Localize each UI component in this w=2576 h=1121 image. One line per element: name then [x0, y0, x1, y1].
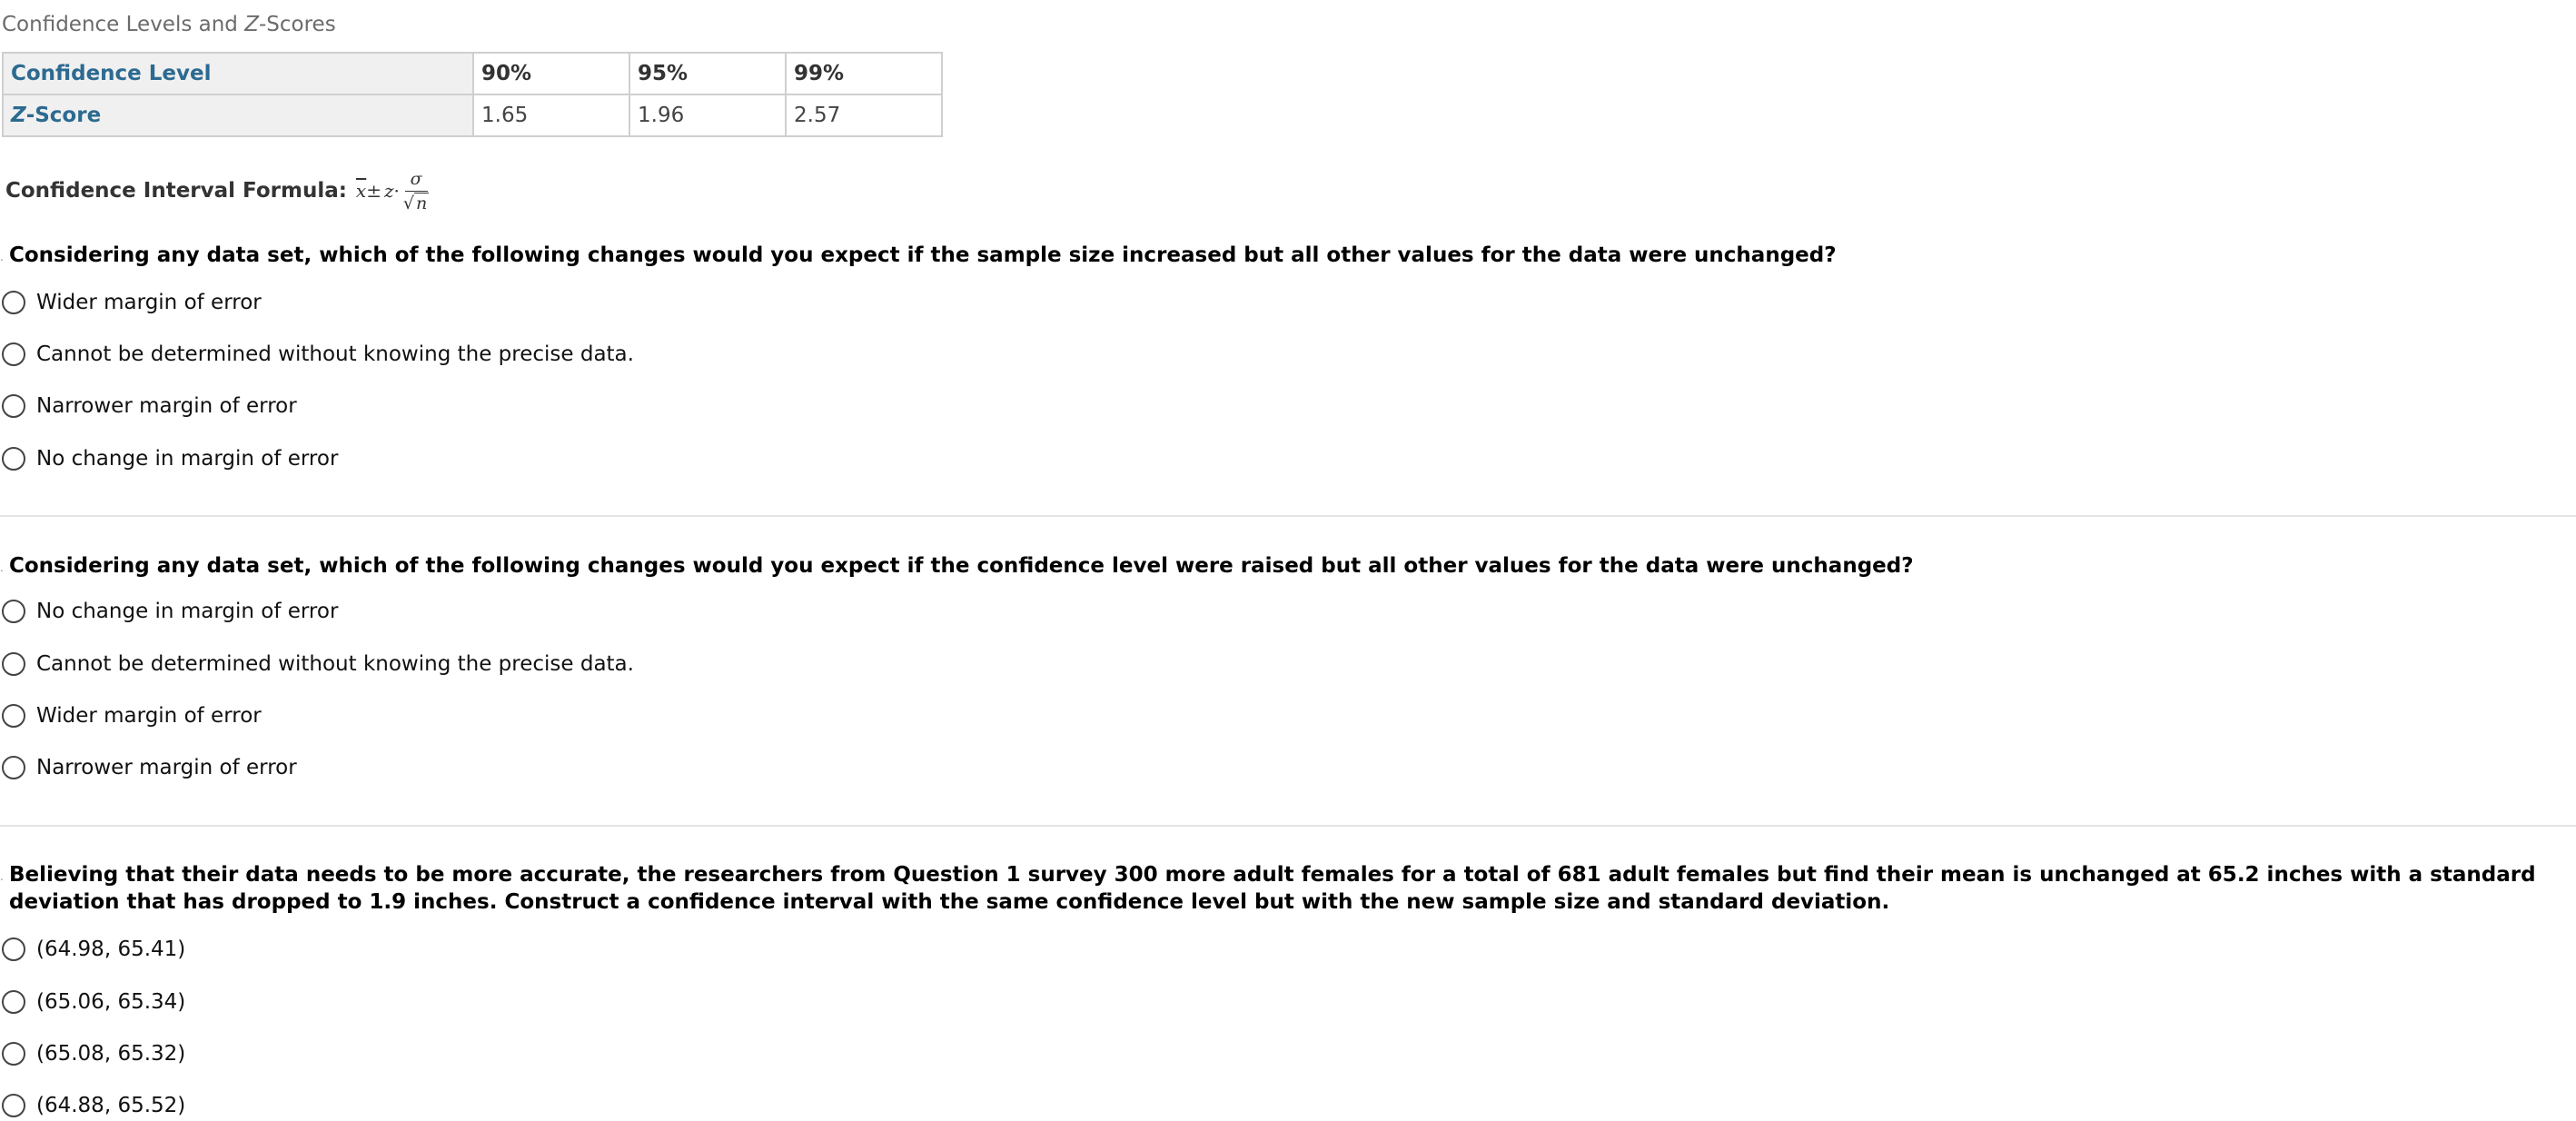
radical-icon: √ — [402, 193, 414, 213]
radio-button[interactable] — [2, 704, 25, 728]
option-label: No change in margin of error — [36, 600, 339, 623]
table-cell: 95% — [629, 53, 786, 94]
radio-button[interactable] — [2, 756, 25, 779]
formula-plusminus: ± — [366, 180, 381, 202]
option-label: (64.88, 65.52) — [36, 1094, 186, 1117]
radio-button[interactable] — [2, 1042, 25, 1066]
formula-fraction — [403, 169, 429, 213]
formula-math — [356, 169, 429, 213]
option-label: Cannot be determined without knowing the precise data. — [36, 342, 634, 366]
q3-option-4[interactable] — [2, 1090, 185, 1121]
formula-n: n — [415, 193, 428, 213]
radio-button[interactable] — [2, 600, 25, 623]
q1-option-4[interactable] — [2, 443, 338, 474]
caption-prefix: Confidence Levels and — [2, 13, 245, 36]
question-divider — [0, 515, 2576, 517]
z-label-rest: -Score — [25, 104, 102, 127]
option-label: (65.06, 65.34) — [36, 990, 186, 1014]
radio-button[interactable] — [2, 937, 25, 961]
option-label: Narrower margin of error — [36, 394, 297, 418]
table-row-confidence-level — [3, 53, 942, 94]
radio-button[interactable] — [2, 447, 25, 471]
z-label-italic: Z — [11, 104, 26, 127]
formula-label: Confidence Interval Formula: — [5, 179, 347, 203]
table-cell: 1.96 — [629, 94, 786, 136]
radio-button[interactable] — [2, 394, 25, 418]
question-3-text: Believing that their data needs to be more accurate, the researchers from Question 1 survey 300 more adult females for a total of 681 adult females but find their mean is unchanged at 65.2 inches with a standard deviation that has dropped to 1.9 inches. Construct a confidence interval with the same confidence level but with the new sample size and standard deviation. — [9, 863, 2536, 914]
option-label: Cannot be determined without knowing the precise data. — [36, 652, 634, 676]
q1-option-3[interactable] — [2, 391, 297, 422]
option-label: No change in margin of error — [36, 447, 339, 471]
radio-button[interactable] — [2, 1094, 25, 1117]
formula-z: z — [383, 180, 394, 202]
option-label: Narrower margin of error — [36, 756, 297, 779]
q1-option-1[interactable] — [2, 287, 262, 318]
option-label: Wider margin of error — [36, 704, 262, 728]
question-marker: . — [0, 870, 4, 883]
option-label: Wider margin of error — [36, 291, 262, 314]
q3-option-3[interactable] — [2, 1038, 185, 1069]
q2-option-4[interactable] — [2, 752, 297, 783]
option-label: (64.98, 65.41) — [36, 937, 186, 961]
caption-z: Z — [244, 13, 259, 36]
q2-option-2[interactable] — [2, 649, 634, 680]
q3-option-1[interactable] — [2, 934, 185, 965]
caption-suffix: -Scores — [258, 13, 336, 36]
row-header-confidence-level: Confidence Level — [3, 53, 473, 94]
option-label: (65.08, 65.32) — [36, 1042, 186, 1066]
radio-button[interactable] — [2, 652, 25, 676]
z-score-table — [2, 52, 943, 137]
radio-button[interactable] — [2, 342, 25, 366]
formula-denominator — [403, 192, 429, 213]
q2-option-3[interactable] — [2, 700, 262, 731]
question-divider — [0, 825, 2576, 827]
table-cell: 1.65 — [473, 94, 629, 136]
formula-xbar: $\overline{x}$ — [355, 180, 367, 202]
question-2-text: Considering any data set, which of the following changes would you expect if the confidence level were raised but all other values for the data were unchanged? — [9, 554, 1914, 578]
q2-option-1[interactable] — [2, 596, 338, 627]
table-cell: 90% — [473, 53, 629, 94]
question-marker: . — [0, 251, 4, 263]
row-header-z-score — [3, 94, 473, 136]
table-cell: 2.57 — [786, 94, 942, 136]
radio-button[interactable] — [2, 291, 25, 314]
q3-option-2[interactable] — [2, 987, 185, 1017]
question-marker: . — [0, 561, 4, 574]
table-caption — [2, 13, 336, 36]
table-cell: 99% — [786, 53, 942, 94]
question-1-text: Considering any data set, which of the following changes would you expect if the sample size increased but all other values for the data were unchanged? — [9, 243, 1837, 267]
q1-option-2[interactable] — [2, 339, 634, 370]
confidence-interval-formula — [5, 164, 429, 218]
radio-button[interactable] — [2, 990, 25, 1014]
table-row-z-score — [3, 94, 942, 136]
formula-dot: · — [393, 180, 400, 202]
formula-sigma: σ — [405, 169, 428, 192]
